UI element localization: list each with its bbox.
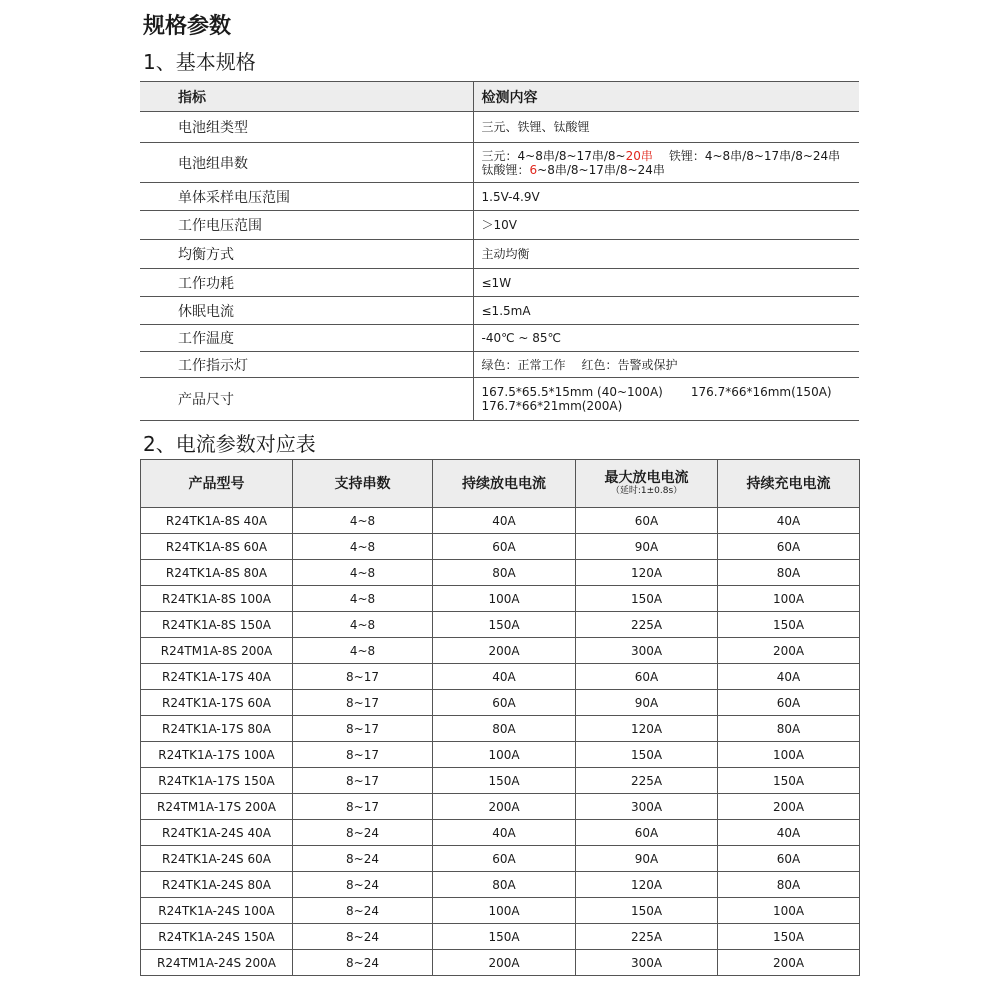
table-row [141, 586, 860, 612]
table-row [141, 742, 860, 768]
cell-series: 4~8 [293, 534, 433, 560]
cell-series: 4~8 [293, 638, 433, 664]
cell-continuous-charge: 60A [718, 534, 860, 560]
cell-continuous-charge: 80A [718, 872, 860, 898]
spec-value-size [473, 378, 859, 421]
table-row [141, 872, 860, 898]
cell-continuous-charge: 200A [718, 794, 860, 820]
cell-series: 4~8 [293, 560, 433, 586]
spec-value: ≤1W [473, 269, 859, 297]
cell-continuous-charge: 200A [718, 638, 860, 664]
cell-continuous-discharge: 60A [433, 534, 576, 560]
cell-series: 4~8 [293, 612, 433, 638]
cell-continuous-charge: 150A [718, 768, 860, 794]
table-row [141, 820, 860, 846]
lfp-series: 铁锂：4~8串/8~17串/8~24串 [668, 148, 841, 163]
table-row [141, 560, 860, 586]
cell-continuous-discharge: 40A [433, 508, 576, 534]
spec-table-header [140, 82, 859, 112]
table-row [141, 794, 860, 820]
cell-continuous-discharge: 60A [433, 846, 576, 872]
cell-series: 8~24 [293, 924, 433, 950]
cell-continuous-charge: 40A [718, 508, 860, 534]
cell-series: 8~17 [293, 716, 433, 742]
cell-model: R24TK1A-17S 100A [141, 742, 293, 768]
cell-model: R24TK1A-24S 60A [141, 846, 293, 872]
cell-model: R24TK1A-24S 150A [141, 924, 293, 950]
spec-value: -40℃ ~ 85℃ [473, 325, 859, 352]
cell-continuous-discharge: 40A [433, 820, 576, 846]
cell-model: R24TK1A-24S 100A [141, 898, 293, 924]
table-row [141, 768, 860, 794]
section-title-current-params: 2、电流参数对应表 [143, 432, 316, 456]
page-title: 规格参数 [143, 14, 232, 39]
cell-model: R24TK1A-8S 60A [141, 534, 293, 560]
cell-max-discharge: 150A [576, 742, 718, 768]
spec-value: 三元、铁锂、钛酸锂 [473, 112, 859, 143]
cell-series: 8~24 [293, 872, 433, 898]
spec-label: 工作指示灯 [140, 352, 473, 378]
cell-max-discharge: 120A [576, 872, 718, 898]
cell-continuous-discharge: 60A [433, 690, 576, 716]
red-indicator-text: 红色：告警或保护 [581, 357, 678, 372]
spec-row [140, 269, 859, 297]
cell-continuous-discharge: 100A [433, 742, 576, 768]
cell-max-discharge: 60A [576, 664, 718, 690]
spec-row [140, 143, 859, 183]
spec-row [140, 240, 859, 269]
cell-max-discharge: 90A [576, 690, 718, 716]
cell-series: 8~24 [293, 898, 433, 924]
spec-label: 电池组类型 [140, 112, 473, 143]
spec-label: 产品尺寸 [140, 378, 473, 421]
spec-row [140, 211, 859, 240]
cell-model: R24TK1A-8S 80A [141, 560, 293, 586]
cell-continuous-discharge: 80A [433, 872, 576, 898]
cell-max-discharge: 120A [576, 560, 718, 586]
spec-value: 主动均衡 [473, 240, 859, 269]
cell-continuous-charge: 40A [718, 664, 860, 690]
spec-row [140, 325, 859, 352]
lto-series: 钛酸锂：6~8串/8~17串/8~24串 [481, 162, 665, 177]
cell-continuous-charge: 80A [718, 716, 860, 742]
spec-table [140, 81, 859, 421]
header-continuous-discharge: 持续放电电流 [433, 460, 576, 508]
table-row [141, 898, 860, 924]
cell-model: R24TK1A-8S 100A [141, 586, 293, 612]
cell-model: R24TK1A-17S 80A [141, 716, 293, 742]
spec-header-indicator: 指标 [140, 82, 473, 112]
cell-continuous-charge: 100A [718, 586, 860, 612]
table-row [141, 534, 860, 560]
cell-series: 8~17 [293, 768, 433, 794]
cell-continuous-discharge: 80A [433, 560, 576, 586]
cell-model: R24TM1A-24S 200A [141, 950, 293, 976]
highlight-text: 6 [529, 162, 538, 177]
spec-header-content: 检测内容 [473, 82, 859, 112]
cell-continuous-charge: 100A [718, 898, 860, 924]
cell-continuous-charge: 80A [718, 560, 860, 586]
cell-model: R24TK1A-8S 40A [141, 508, 293, 534]
cell-continuous-charge: 60A [718, 690, 860, 716]
spec-value: ＞10V [473, 211, 859, 240]
cell-max-discharge: 225A [576, 768, 718, 794]
spec-label: 工作温度 [140, 325, 473, 352]
section-title-basic-specs: 1、基本规格 [143, 50, 256, 74]
cell-continuous-discharge: 40A [433, 664, 576, 690]
current-table-body [141, 508, 860, 976]
header-delay-note: （延时:1±0.8s） [610, 486, 683, 496]
current-table [140, 459, 860, 976]
table-row [141, 664, 860, 690]
cell-max-discharge: 150A [576, 898, 718, 924]
cell-continuous-charge: 200A [718, 950, 860, 976]
cell-continuous-charge: 150A [718, 612, 860, 638]
cell-model: R24TK1A-24S 40A [141, 820, 293, 846]
cell-max-discharge: 120A [576, 716, 718, 742]
cell-continuous-discharge: 200A [433, 950, 576, 976]
cell-model: R24TK1A-8S 150A [141, 612, 293, 638]
cell-model: R24TK1A-17S 150A [141, 768, 293, 794]
table-row [141, 690, 860, 716]
table-row [141, 508, 860, 534]
cell-continuous-discharge: 200A [433, 638, 576, 664]
table-row [141, 846, 860, 872]
spec-value-series-count [473, 143, 859, 183]
spec-row [140, 378, 859, 421]
cell-series: 4~8 [293, 508, 433, 534]
table-row [141, 950, 860, 976]
cell-series: 8~17 [293, 742, 433, 768]
table-row [141, 924, 860, 950]
cell-series: 8~24 [293, 846, 433, 872]
spec-row [140, 112, 859, 143]
spec-value-indicator [473, 352, 859, 378]
cell-continuous-discharge: 150A [433, 768, 576, 794]
spec-row [140, 297, 859, 325]
cell-series: 8~24 [293, 820, 433, 846]
size-a: 167.5*65.5*15mm (40~100A) [481, 385, 663, 399]
spec-row [140, 183, 859, 211]
cell-continuous-discharge: 200A [433, 794, 576, 820]
cell-continuous-discharge: 150A [433, 612, 576, 638]
cell-series: 8~17 [293, 690, 433, 716]
spec-label: 工作电压范围 [140, 211, 473, 240]
ternary-series: 三元：4~8串/8~17串/8~20串 [481, 148, 653, 163]
cell-max-discharge: 300A [576, 950, 718, 976]
spec-label: 单体采样电压范围 [140, 183, 473, 211]
cell-continuous-charge: 150A [718, 924, 860, 950]
size-b: 176.7*66*16mm(150A) [690, 385, 832, 399]
cell-max-discharge: 90A [576, 534, 718, 560]
spec-label: 工作功耗 [140, 269, 473, 297]
cell-continuous-charge: 100A [718, 742, 860, 768]
cell-continuous-charge: 40A [718, 820, 860, 846]
cell-max-discharge: 90A [576, 846, 718, 872]
cell-continuous-discharge: 100A [433, 586, 576, 612]
header-model: 产品型号 [141, 460, 293, 508]
current-table-header [141, 460, 860, 508]
cell-max-discharge: 300A [576, 638, 718, 664]
header-series: 支持串数 [293, 460, 433, 508]
cell-continuous-discharge: 150A [433, 924, 576, 950]
green-indicator-text: 绿色：正常工作 [481, 357, 566, 372]
highlight-text: 20串 [625, 148, 653, 163]
cell-model: R24TK1A-17S 40A [141, 664, 293, 690]
cell-series: 8~24 [293, 950, 433, 976]
cell-max-discharge: 225A [576, 924, 718, 950]
cell-series: 4~8 [293, 586, 433, 612]
size-c: 176.7*66*21mm(200A) [481, 399, 623, 413]
cell-series: 8~17 [293, 664, 433, 690]
cell-max-discharge: 225A [576, 612, 718, 638]
cell-model: R24TK1A-17S 60A [141, 690, 293, 716]
spec-value: ≤1.5mA [473, 297, 859, 325]
header-continuous-charge: 持续充电电流 [718, 460, 860, 508]
cell-continuous-discharge: 80A [433, 716, 576, 742]
cell-model: R24TM1A-17S 200A [141, 794, 293, 820]
spec-row [140, 352, 859, 378]
header-max-discharge: 最大放电电流 （延时:1±0.8s） [576, 460, 718, 508]
cell-max-discharge: 60A [576, 820, 718, 846]
table-row [141, 638, 860, 664]
spec-value: 1.5V-4.9V [473, 183, 859, 211]
table-row [141, 612, 860, 638]
spec-label: 电池组串数 [140, 143, 473, 183]
cell-model: R24TK1A-24S 80A [141, 872, 293, 898]
cell-max-discharge: 60A [576, 508, 718, 534]
cell-series: 8~17 [293, 794, 433, 820]
spec-label: 休眠电流 [140, 297, 473, 325]
cell-max-discharge: 150A [576, 586, 718, 612]
spec-label: 均衡方式 [140, 240, 473, 269]
table-row [141, 716, 860, 742]
cell-continuous-discharge: 100A [433, 898, 576, 924]
cell-max-discharge: 300A [576, 794, 718, 820]
cell-continuous-charge: 60A [718, 846, 860, 872]
cell-model: R24TM1A-8S 200A [141, 638, 293, 664]
